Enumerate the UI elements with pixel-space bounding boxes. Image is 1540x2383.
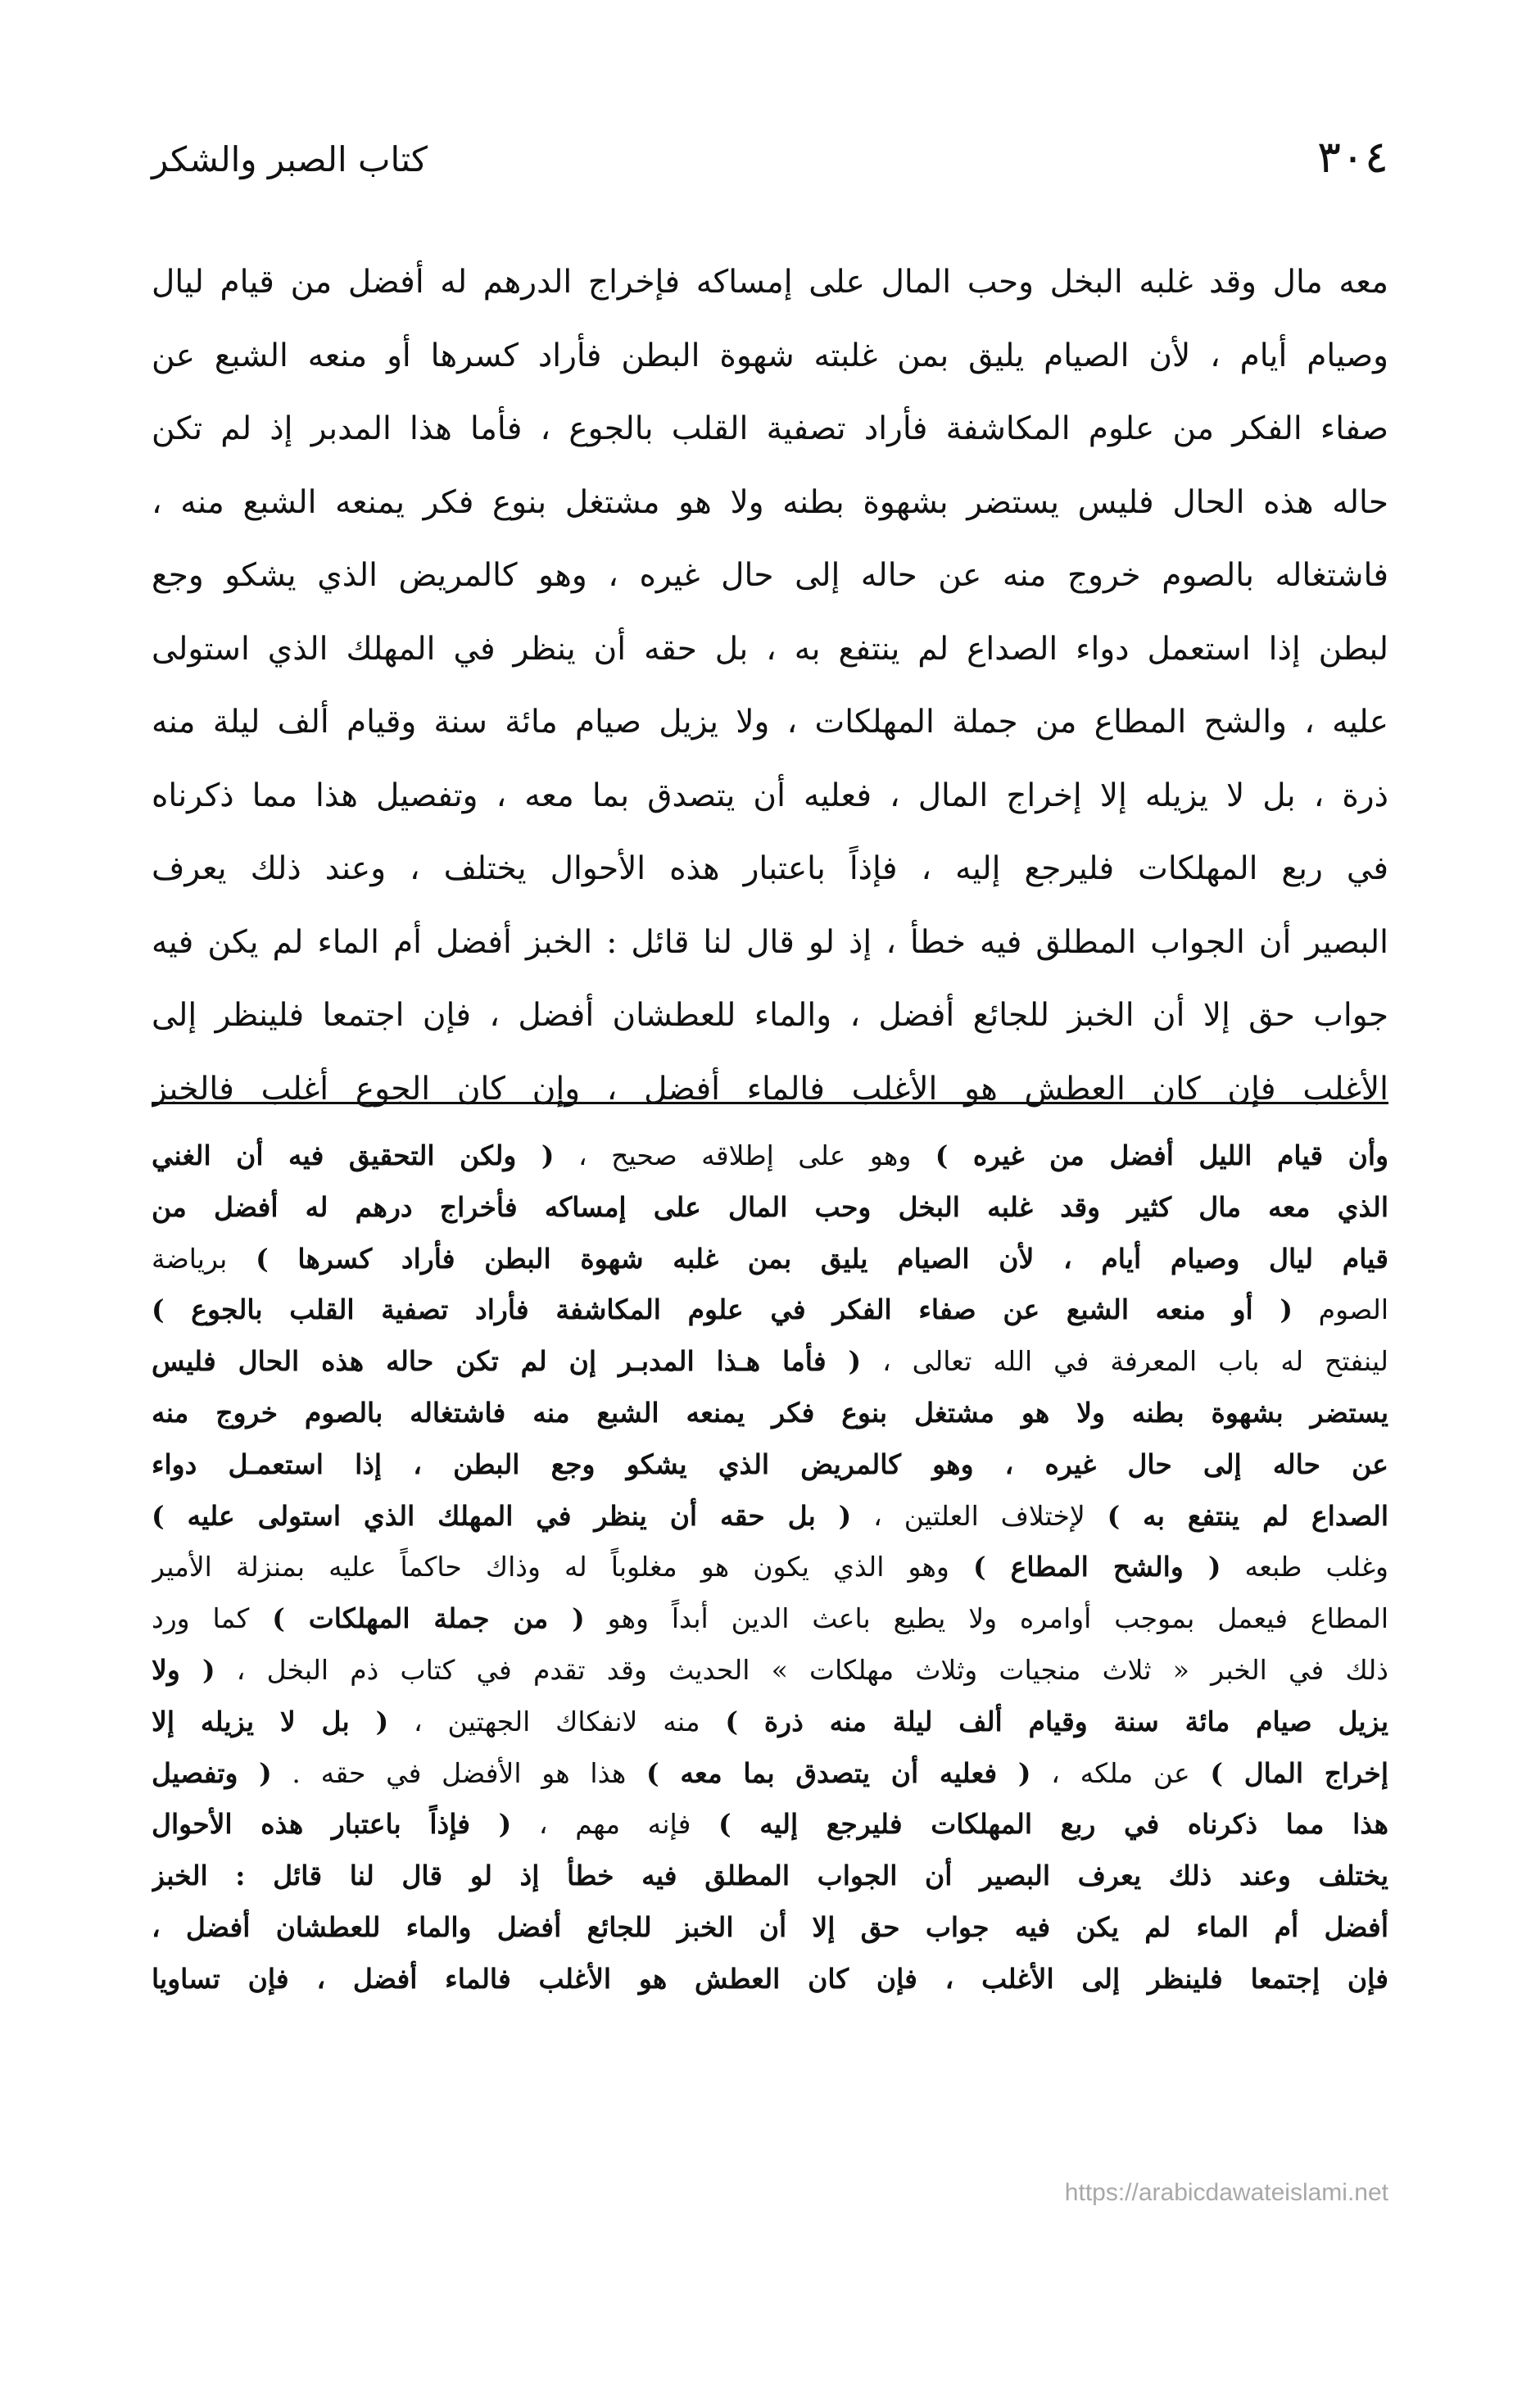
commentary-line [152,1645,1388,1697]
commentary-segment: الصوم [1293,1293,1388,1326]
quoted-matn: ( بل حقه أن ينظر في المهلك الذي استولى عليه ) [152,1499,852,1532]
quoted-matn: الصداع لم ينتفع به ) [1107,1499,1388,1532]
main-text-line: وصيام أيام ، لأن الصيام يليق بمن غلبته شهوة البطن فأراد كسرها أو منعه الشبع عن [152,337,1388,374]
main-text-line: فاشتغاله بالصوم خروج منه عن حاله إلى حال غيره ، وهو كالمريض الذي يشكو وجع [152,557,1388,594]
commentary-line [152,1697,1388,1748]
main-text-line: جواب حق إلا أن الخبز للجائع أفضل ، والماء للعطشان أفضل ، فإن اجتمعا فلينظر إلى [152,997,1388,1034]
commentary-segment: وهو على إطلاقه صحيح ، [554,1139,935,1171]
quoted-matn: ( والشح المطاع ) [972,1551,1221,1583]
commentary-segment: لإختلاف العلتين ، [851,1499,1107,1532]
commentary-segment: عن ملكه ، [1030,1756,1211,1789]
commentary-line [152,1491,1388,1543]
quoted-matn: ( من جملة المهلكات ) [272,1602,585,1635]
main-text-line: البصير أن الجواب المطلق فيه خطأ ، إذ لو قال لنا قائل : الخبز أفضل أم الماء لم يكن فيه [152,923,1388,961]
commentary-line [152,1902,1388,1954]
main-text-line: الأغلب فإن كان العطش هو الأغلب فالماء أفضل ، وإن كان الجوع أغلب فالخبز [152,1070,1388,1108]
commentary-segment: برياضة [152,1242,256,1275]
commentary-line [152,1799,1388,1851]
quoted-matn: وأن قيام الليل أفضل من غيره ) [935,1139,1388,1171]
main-text-line: حاله هذه الحال فليس يستضر بشهوة بطنه ولا هو مشتغل بنوع فكر يمنعه الشبع منه ، [152,483,1388,521]
quoted-matn: ( فإذاً باعتبار هذه الأحوال [152,1808,512,1841]
main-text-line: معه مال وقد غلبه البخل وحب المال على إمساكه فإخراج الدرهم له أفضل من قيام ليال [152,264,1388,301]
main-text-line: صفاء الفكر من علوم المكاشفة فأراد تصفية القلب بالجوع ، فأما هذا المدبر إذ لم تكن [152,410,1388,447]
commentary-segment: وهو الذي يكون هو مغلوباً له وذاك حاكماً عليه بمنزلة الأمير [152,1551,973,1583]
quoted-matn: ( ولكن التحقيق فيه أن الغني [152,1139,555,1171]
commentary-line [152,1542,1388,1593]
quoted-matn: يزيل صيام مائة سنة وقيام ألف ليلة منه ذرة ) [725,1705,1388,1737]
commentary-line [152,1234,1388,1285]
quoted-matn: هذا مما ذكرناه في ربع المهلكات فليرجع إليه ) [718,1808,1388,1841]
commentary-text [152,1130,1388,2005]
page-header [152,123,1388,205]
quoted-matn: ( أو منعه الشبع عن صفاء الفكر في علوم المكاشفة فأراد تصفية القلب بالجوع ) [152,1293,1293,1326]
quoted-matn: ( ولا [152,1653,215,1686]
commentary-line [152,1851,1388,1902]
page-number: ٣٠٤ [1316,131,1388,183]
commentary-segment: وغلب طبعه [1221,1551,1388,1583]
commentary-segment: لينفتح له باب المعرفة في الله تعالى ، [861,1345,1388,1378]
commentary-line [152,1954,1388,2005]
commentary-segment: هذا هو الأفضل في حقه . [271,1756,647,1789]
footnote-separator [152,1102,1388,1104]
quoted-matn: قيام ليال وصيام أيام ، لأن الصيام يليق بمن غلبه شهوة البطن فأراد كسرها ) [256,1242,1388,1275]
main-text-line: في ربع المهلكات فليرجع إليه ، فإذاً باعتبار هذه الأحوال يختلف ، وعند ذلك يعرف [152,850,1388,887]
commentary-line [152,1388,1388,1439]
quoted-matn: ( وتفصيل [152,1756,272,1789]
running-title: كتاب الصبر والشكر [152,139,428,179]
commentary-line [152,1284,1388,1336]
commentary-line [152,1336,1388,1388]
main-text-line: عليه ، والشح المطاع من جملة المهلكات ، ولا يزيل صيام مائة سنة وقيام ألف ليلة منه [152,704,1388,741]
commentary-segment: كما ورد [152,1602,273,1635]
quoted-matn: ( فأما هـذا المدبـر إن لم تكن حاله هذه الحال فليس [152,1345,862,1378]
commentary-segment: فإنه مهم ، [511,1808,719,1841]
quoted-matn: يستضر بشهوة بطنه ولا هو مشتغل بنوع فكر يمنعه الشبع منه فاشتغاله بالصوم خروج منه [152,1396,1388,1429]
commentary-line [152,1130,1388,1182]
quoted-matn: إخراج المال ) [1210,1756,1388,1789]
commentary-line [152,1182,1388,1234]
commentary-line [152,1439,1388,1491]
main-text [152,246,1388,1126]
commentary-segment: منه لانفكاك الجهتين ، [388,1705,726,1737]
quoted-matn: عن حاله إلى حال غيره ، وهو كالمريض الذي يشكو وجع البطن ، إذا استعمـل دواء [152,1447,1388,1480]
commentary-line [152,1593,1388,1645]
commentary-segment: المطاع فيعمل بموجب أوامره ولا يطيع باعث الدين أبداً وهو [584,1602,1388,1635]
commentary-segment: ذلك في الخبر « ثلاث منجيات وثلاث مهلكات » الحديث وقد تقدم في كتاب ذم البخل ، [215,1653,1388,1686]
quoted-matn: ( فعليه أن يتصدق بما معه ) [646,1756,1031,1789]
quoted-matn: أفضل أم الماء لم يكن فيه جواب حق إلا أن الخبز للجائع أفضل والماء للعطشان أفضل ، [152,1910,1388,1943]
watermark: https://arabicdawateislami.net [1064,2179,1388,2206]
commentary-line [152,1748,1388,1800]
quoted-matn: يختلف وعند ذلك يعرف البصير أن الجواب المطلق فيه خطأ إذ لو قال لنا قائل : الخبز [152,1860,1388,1892]
quoted-matn: فإن إجتمعا فلينظر إلى الأغلب ، فإن كان العطش هو الأغلب فالماء أفضل ، فإن تساويا [152,1962,1388,1995]
quoted-matn: الذي معه مال كثير وقد غلبه البخل وحب المال على إمساكه فأخراج درهم له أفضل من [152,1190,1388,1223]
main-text-line: لبطن إذا استعمل دواء الصداع لم ينتفع به ، بل حقه أن ينظر في المهلك الذي استولى [152,630,1388,668]
main-text-line: ذرة ، بل لا يزيله إلا إخراج المال ، فعليه أن يتصدق بما معه ، وتفصيل هذا مما ذكرناه [152,777,1388,814]
quoted-matn: ( بل لا يزيله إلا [152,1705,389,1737]
